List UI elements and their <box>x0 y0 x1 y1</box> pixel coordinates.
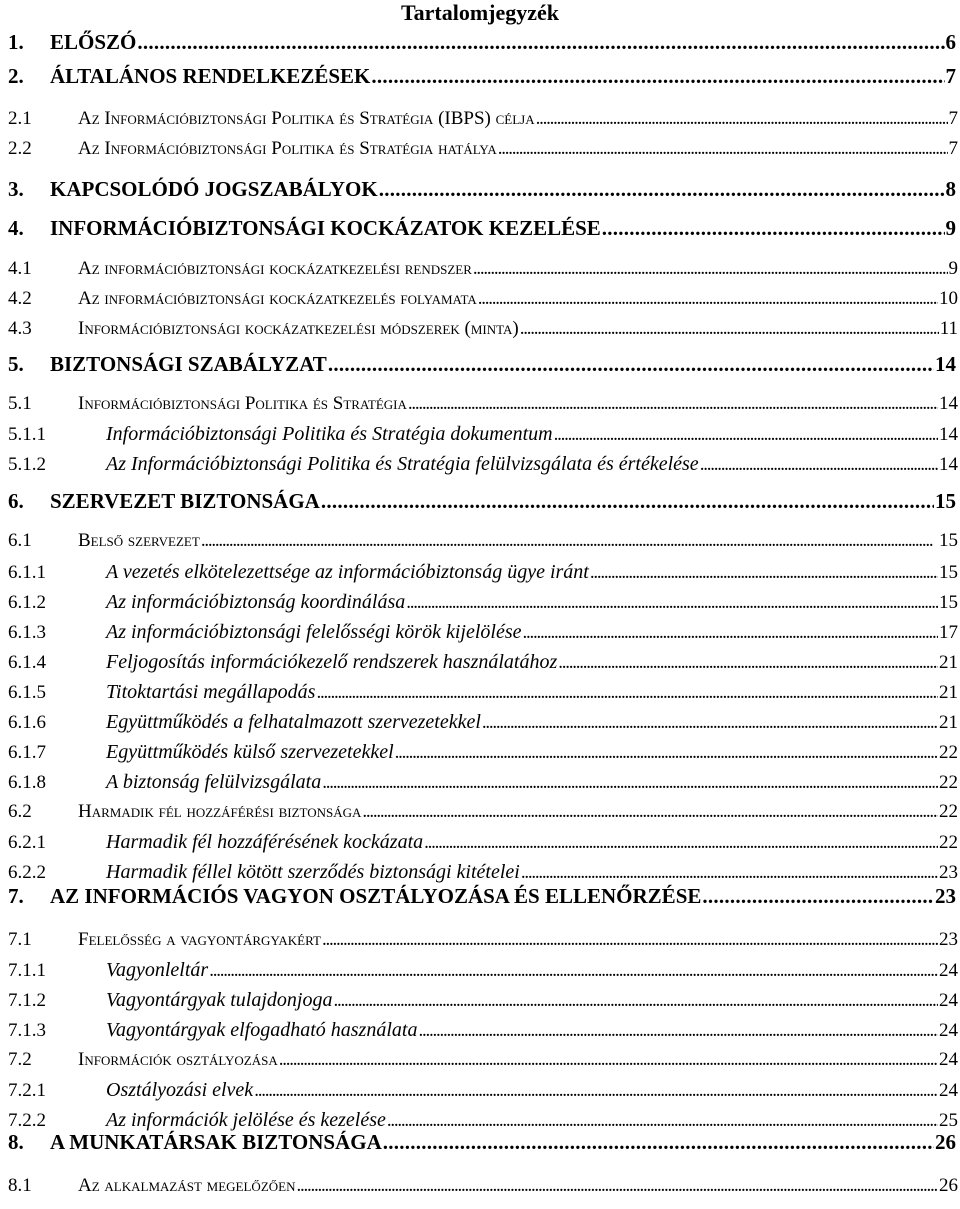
toc-dot-leader <box>387 1110 938 1132</box>
toc-entry-page: 9 <box>945 216 956 240</box>
toc-entry-number: 5. <box>8 352 24 376</box>
page-title: Tartalomjegyzék <box>400 0 560 25</box>
toc-entry-number: 4.3 <box>8 318 32 339</box>
toc-entry-number: 6.2.1 <box>8 832 46 853</box>
toc-entry-title: Felelősség a vagyontárgyakért <box>78 929 321 950</box>
toc-entry-title: Az Információbiztonsági Politika és Stratégia (IBPS) célja <box>78 108 535 129</box>
toc-dot-leader <box>321 489 934 514</box>
toc-entry-number: 4.2 <box>8 288 32 309</box>
toc-entry-title: Osztályozási elvek <box>106 1079 254 1101</box>
toc-entry-title: ÁLTALÁNOS RENDELKEZÉSEK <box>50 64 371 88</box>
toc-entry-page: 14 <box>935 352 956 376</box>
toc-entry[interactable] <box>8 959 958 993</box>
toc-entry-page: 21 <box>939 712 958 733</box>
toc-entry-title: BIZTONSÁGI SZABÁLYZAT <box>50 352 327 376</box>
toc-entry-page: 23 <box>939 929 958 950</box>
toc-dot-leader <box>408 393 938 415</box>
toc-entry[interactable] <box>8 1049 958 1083</box>
toc-entry[interactable] <box>8 138 958 172</box>
toc-entry-title: Információbiztonsági kockázatkezelési módszerek (minta) <box>78 318 519 339</box>
toc-entry-title: Vagyontárgyak tulajdonjoga <box>106 989 333 1011</box>
toc-entry-title: Információbiztonsági Politika és Stratégia <box>78 393 407 414</box>
toc-entry-page: 23 <box>935 884 956 908</box>
toc-dot-leader <box>482 712 938 734</box>
toc-entry[interactable] <box>8 352 956 386</box>
toc-entry-page: 15 <box>939 592 958 613</box>
toc-entry-number: 6.1.6 <box>8 712 46 733</box>
toc-dot-leader <box>201 530 938 552</box>
toc-entry-page: 26 <box>935 1130 956 1154</box>
toc-entry-number: 2.2 <box>8 138 32 159</box>
toc-entry-page: 24 <box>939 1020 958 1041</box>
toc-entry[interactable] <box>8 64 956 98</box>
toc-dot-leader <box>316 682 938 704</box>
toc-entry-title: Információk osztályozása <box>78 1049 278 1070</box>
toc-entry[interactable] <box>8 771 958 805</box>
toc-entry-number: 6. <box>8 489 24 513</box>
toc-entry[interactable] <box>8 801 958 835</box>
toc-entry[interactable] <box>8 30 956 64</box>
toc-entry-title: A MUNKATÁRSAK BIZTONSÁGA <box>50 1130 382 1154</box>
toc-dot-leader <box>254 1080 938 1102</box>
toc-entry[interactable] <box>8 177 956 211</box>
toc-entry-page: 15 <box>939 562 958 583</box>
toc-entry[interactable] <box>8 453 958 487</box>
toc-entry-number: 6.1.8 <box>8 772 46 793</box>
toc-entry-number: 6.2 <box>8 801 32 822</box>
toc-entry-page: 15 <box>935 489 956 513</box>
toc-entry[interactable] <box>8 651 958 685</box>
toc-entry-title: Együttműködés a felhatalmazott szervezetekkel <box>106 711 481 733</box>
toc-entry-title: Az Információbiztonsági Politika és Stratégia hatálya <box>78 138 497 159</box>
toc-entry[interactable] <box>8 681 958 715</box>
toc-entry-title: Feljogosítás információkezelő rendszerek használatához <box>106 651 558 673</box>
toc-dot-leader <box>371 64 944 89</box>
toc-entry-number: 1. <box>8 30 24 54</box>
toc-entry-title: Belső szervezet <box>78 530 200 551</box>
toc-dot-leader <box>521 862 938 884</box>
toc-entry-number: 7.2.2 <box>8 1110 46 1131</box>
toc-entry-page: 22 <box>939 772 958 793</box>
toc-dot-leader <box>383 1130 934 1155</box>
toc-dot-leader <box>137 30 944 55</box>
toc-entry-number: 7. <box>8 884 24 908</box>
toc-entry-page: 24 <box>939 960 958 981</box>
toc-entry-number: 6.1.2 <box>8 592 46 613</box>
toc-entry-number: 6.1.1 <box>8 562 46 583</box>
toc-entry[interactable] <box>8 711 958 745</box>
toc-dot-leader <box>498 138 948 160</box>
toc-entry-title: A biztonság felülvizsgálata <box>106 771 322 793</box>
toc-dot-leader <box>473 258 948 280</box>
toc-dot-leader <box>478 288 938 310</box>
toc-entry-number: 5.1 <box>8 393 32 414</box>
toc-entry-number: 8. <box>8 1130 24 1154</box>
toc-entry[interactable] <box>8 258 958 292</box>
toc-dot-leader <box>523 622 939 644</box>
toc-dot-leader <box>424 832 938 854</box>
toc-entry-title: INFORMÁCIÓBIZTONSÁGI KOCKÁZATOK KEZELÉSE <box>50 216 601 240</box>
toc-entry[interactable] <box>8 1019 958 1053</box>
toc-entry-page: 8 <box>945 177 956 201</box>
toc-entry-title: Harmadik féllel kötött szerződés biztonsági kitételei <box>106 861 520 883</box>
toc-dot-leader <box>406 592 938 614</box>
toc-entry-page: 14 <box>939 454 958 475</box>
toc-entry[interactable] <box>8 929 958 963</box>
toc-entry-title: A vezetés elkötelezettsége az információbiztonság ügye iránt <box>106 561 589 583</box>
toc-entry-page: 7 <box>945 64 956 88</box>
toc-entry-page: 22 <box>939 742 958 763</box>
toc-entry[interactable] <box>8 288 958 322</box>
toc-entry-page: 24 <box>939 1049 958 1070</box>
toc-entry-page: 14 <box>939 393 958 414</box>
toc-entry-number: 7.1 <box>8 929 32 950</box>
toc-entry-page: 9 <box>948 258 958 279</box>
toc-entry-number: 2.1 <box>8 108 32 129</box>
toc-entry-page: 24 <box>939 990 958 1011</box>
toc-entry-page: 14 <box>939 424 958 445</box>
toc-dot-leader <box>395 742 938 764</box>
toc-dot-leader <box>379 177 945 202</box>
toc-dot-leader <box>536 108 948 130</box>
toc-entry-number: 6.1 <box>8 530 32 551</box>
toc-entry-title: Vagyontárgyak elfogadható használata <box>106 1019 418 1041</box>
toc-entry[interactable] <box>8 489 956 523</box>
toc-entry-number: 5.1.1 <box>8 424 46 445</box>
toc-entry-page: 22 <box>939 801 958 822</box>
toc-entry-page: 7 <box>948 138 958 159</box>
toc-entry-number: 8.1 <box>8 1175 32 1196</box>
toc-entry[interactable] <box>8 530 958 564</box>
toc-dot-leader <box>418 1020 938 1042</box>
toc-entry-title: Titoktartási megállapodás <box>106 681 316 703</box>
toc-entry-page: 10 <box>939 288 958 309</box>
toc-dot-leader <box>333 990 938 1012</box>
toc-entry[interactable] <box>8 108 958 142</box>
toc-dot-leader <box>296 1175 938 1197</box>
toc-entry[interactable] <box>8 423 958 457</box>
toc-entry-page: 21 <box>939 682 958 703</box>
toc-entry-number: 6.1.4 <box>8 652 46 673</box>
toc-entry-title: Az alkalmazást megelőzően <box>78 1175 296 1196</box>
toc-entry-number: 6.1.5 <box>8 682 46 703</box>
toc-entry[interactable] <box>8 1130 956 1164</box>
toc-entry[interactable] <box>8 1175 958 1209</box>
toc-entry-number: 7.2.1 <box>8 1080 46 1101</box>
toc-entry-number: 3. <box>8 177 24 201</box>
toc-entry-page: 24 <box>939 1080 958 1101</box>
toc-entry-title: Az információk jelölése és kezelése <box>106 1109 386 1131</box>
toc-entry-number: 4.1 <box>8 258 32 279</box>
toc-entry-title: AZ INFORMÁCIÓS VAGYON OSZTÁLYOZÁSA ÉS ELLENŐRZÉSE <box>50 884 702 908</box>
toc-entry[interactable] <box>8 318 958 352</box>
toc-entry-number: 7.1.2 <box>8 990 46 1011</box>
toc-entry-number: 2. <box>8 64 24 88</box>
toc-entry-page: 26 <box>939 1175 958 1196</box>
toc-dot-leader <box>558 652 938 674</box>
toc-entry-number: 5.1.2 <box>8 454 46 475</box>
toc-entry-page: 17 <box>939 622 958 643</box>
toc-entry-page: 21 <box>939 652 958 673</box>
toc-dot-leader <box>209 960 938 982</box>
toc-dot-leader <box>362 801 938 823</box>
toc-entry[interactable] <box>8 591 958 625</box>
toc-entry-number: 7.1.1 <box>8 960 46 981</box>
toc-dot-leader <box>702 884 934 909</box>
toc-dot-leader <box>328 352 934 377</box>
toc-entry-title: Információbiztonsági Politika és Stratégia dokumentum <box>106 423 553 445</box>
toc-dot-leader <box>554 424 938 446</box>
toc-dot-leader <box>279 1049 938 1071</box>
toc-entry-title: Harmadik fél hozzáférésének kockázata <box>106 831 424 853</box>
toc-entry-page: 15 <box>939 530 958 551</box>
toc-dot-leader <box>590 562 938 584</box>
toc-dot-leader <box>602 216 945 241</box>
toc-entry-title: Az információbiztonsági kockázatkezelési rendszer <box>78 258 472 279</box>
toc-dot-leader <box>322 929 938 951</box>
toc-entry-page: 6 <box>945 30 956 54</box>
toc-entry-page: 11 <box>939 318 958 339</box>
toc-entry-number: 7.1.3 <box>8 1020 46 1041</box>
toc-entry-title: SZERVEZET BIZTONSÁGA <box>50 489 320 513</box>
toc-entry-title: Az információbiztonság koordinálása <box>106 591 406 613</box>
toc-entry-page: 22 <box>939 832 958 853</box>
toc-entry-title: Az információbiztonsági felelősségi körök kijelölése <box>106 621 522 643</box>
toc-dot-leader <box>700 454 938 476</box>
toc-dot-leader <box>520 318 939 340</box>
toc-entry[interactable] <box>8 741 958 775</box>
toc-entry-number: 6.2.2 <box>8 862 46 883</box>
toc-entry[interactable] <box>8 884 956 918</box>
toc-entry-number: 6.1.3 <box>8 622 46 643</box>
toc-entry[interactable] <box>8 1079 958 1113</box>
toc-entry-page: 7 <box>948 108 958 129</box>
toc-entry-number: 4. <box>8 216 24 240</box>
toc-entry[interactable] <box>8 216 956 250</box>
toc-entry[interactable] <box>8 393 958 427</box>
toc-entry[interactable] <box>8 989 958 1023</box>
toc-entry[interactable] <box>8 561 958 595</box>
toc-entry-title: Az információbiztonsági kockázatkezelés folyamata <box>78 288 477 309</box>
toc-entry[interactable] <box>8 831 958 865</box>
toc-entry-title: Harmadik fél hozzáférési biztonsága <box>78 801 362 822</box>
toc-dot-leader <box>322 772 938 794</box>
toc-entry-page: 25 <box>939 1110 958 1131</box>
toc-entry-title: Az Információbiztonsági Politika és Stratégia felülvizsgálata és értékelése <box>106 453 699 475</box>
toc-entry-title: ELŐSZÓ <box>50 30 137 54</box>
toc-entry-number: 7.2 <box>8 1049 32 1070</box>
toc-entry-title: KAPCSOLÓDÓ JOGSZABÁLYOK <box>50 177 378 201</box>
toc-entry-number: 6.1.7 <box>8 742 46 763</box>
toc-entry-title: Vagyonleltár <box>106 959 209 981</box>
toc-entry-page: 23 <box>939 862 958 883</box>
toc-entry-title: Együttműködés külső szervezetekkel <box>106 741 394 763</box>
toc-entry[interactable] <box>8 621 958 655</box>
